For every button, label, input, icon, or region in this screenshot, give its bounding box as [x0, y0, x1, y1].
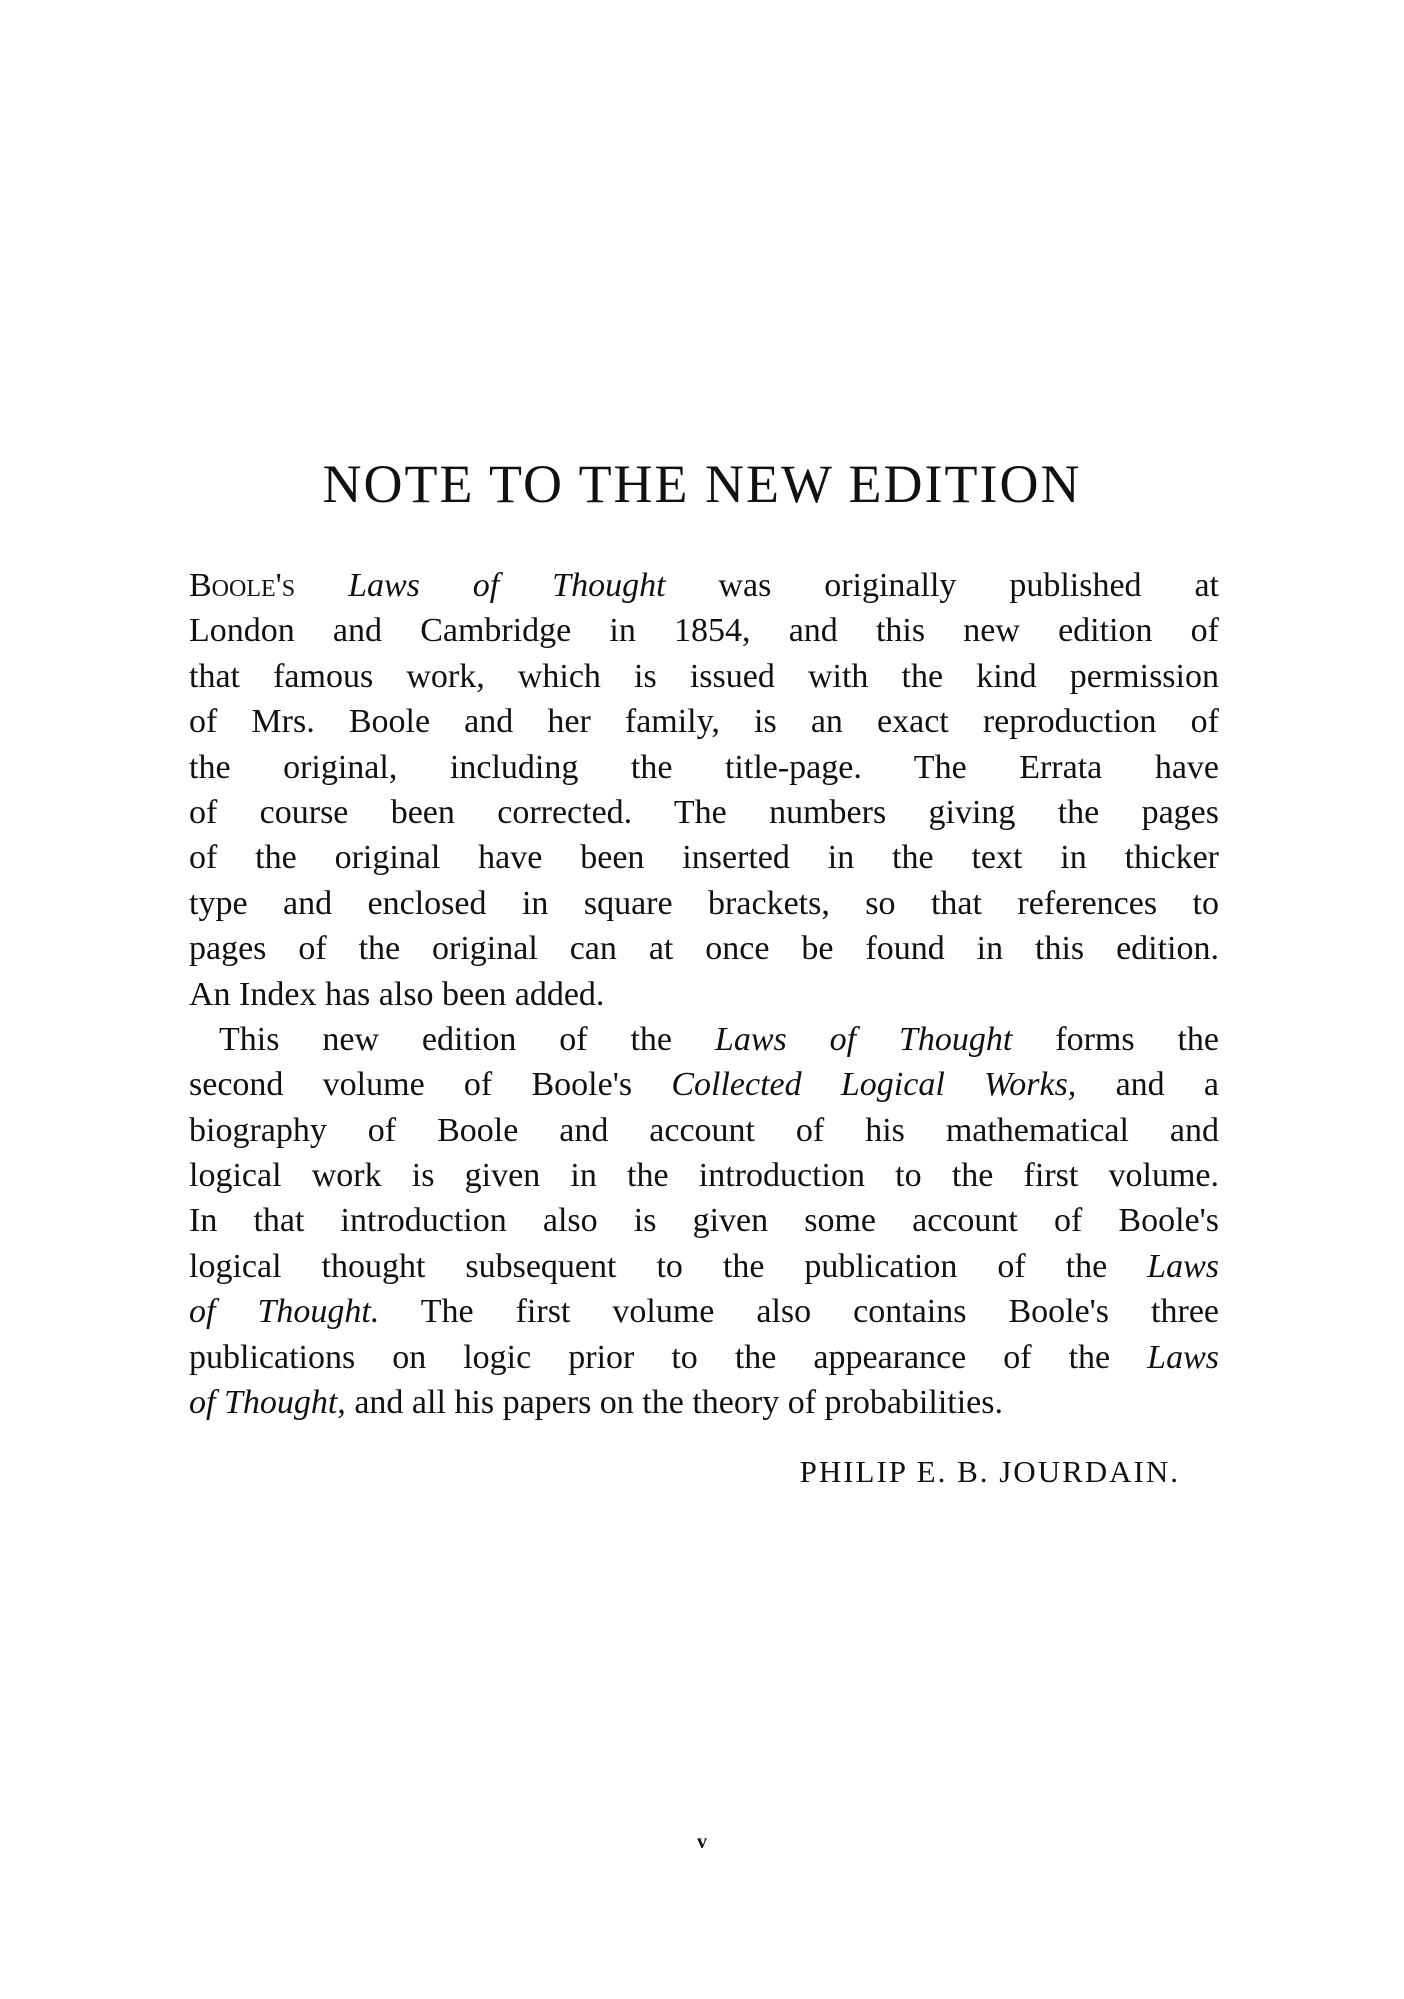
- text-run: second volume of Boole's: [189, 1066, 672, 1104]
- page-title: NOTE TO THE NEW EDITION: [322, 454, 1082, 514]
- text-run: and all his papers on the theory of probabilities.: [345, 1384, 1003, 1422]
- text-run: of Mrs. Boole and her family, is an exact reproduction of: [189, 703, 1219, 741]
- text-line: [189, 972, 1219, 1017]
- text-line: [189, 745, 1219, 790]
- text-run: logical work is given in the introduction to the first volume.: [189, 1157, 1219, 1195]
- text-run-italic: of Thought.: [189, 1293, 380, 1331]
- text-line: [189, 1335, 1219, 1380]
- text-run-italic: Laws: [1147, 1338, 1219, 1376]
- text-run-italic: Collected Logical Works,: [671, 1066, 1077, 1104]
- text-run-italic: Laws of Thought: [714, 1020, 1013, 1058]
- text-run: pages of the original can at once be found in this edition.: [189, 930, 1219, 968]
- page-number: v: [697, 1831, 707, 1853]
- text-run-italic: Laws: [1147, 1247, 1219, 1285]
- author-signature: PHILIP E. B. JOURDAIN.: [799, 1454, 1180, 1489]
- text-run: of the original have been inserted in the text in thicker: [189, 839, 1219, 877]
- text-line: [189, 654, 1219, 699]
- text-line: [189, 1198, 1219, 1243]
- text-run-italic: of Thought,: [189, 1384, 346, 1422]
- text-run: the original, including the title-page. The Errata have: [189, 748, 1219, 786]
- text-run: logical thought subsequent to the publication of the: [189, 1247, 1148, 1285]
- text-run-italic: Laws of Thought: [348, 567, 666, 604]
- text-run: and a: [1076, 1066, 1220, 1104]
- text-line: [189, 926, 1219, 971]
- text-run: An Index has also been added.: [189, 975, 605, 1013]
- text-line: [189, 1380, 1219, 1425]
- body-text: [189, 563, 1219, 1425]
- text-line: [189, 835, 1219, 880]
- text-line: [189, 1108, 1219, 1153]
- text-line: [189, 1153, 1219, 1198]
- text-run: This new edition of the: [219, 1020, 715, 1058]
- text-run: was originally published at: [665, 567, 1220, 604]
- text-run: of course been corrected. The numbers giving the pages: [189, 793, 1219, 831]
- text-run: London and Cambridge in 1854, and this new edition of: [189, 612, 1219, 650]
- text-run: Boole's: [189, 567, 296, 604]
- text-run: publications on logic prior to the appearance of the: [189, 1338, 1148, 1376]
- text-line: [189, 881, 1219, 926]
- text-run: [295, 567, 348, 604]
- text-line: [189, 790, 1219, 835]
- text-run: type and enclosed in square brackets, so that references to: [189, 884, 1219, 922]
- text-line: [189, 608, 1219, 653]
- text-line: [189, 1017, 1219, 1062]
- text-line: [189, 1062, 1219, 1107]
- text-line: [189, 1289, 1219, 1334]
- text-run: The first volume also contains Boole's three: [379, 1293, 1220, 1331]
- text-line: [189, 563, 1219, 608]
- text-run: forms the: [1012, 1020, 1220, 1058]
- text-run: that famous work, which is issued with the kind permission: [189, 657, 1219, 695]
- text-run: In that introduction also is given some account of Boole's: [189, 1202, 1219, 1240]
- text-line: [189, 699, 1219, 744]
- text-line: [189, 1244, 1219, 1289]
- text-run: biography of Boole and account of his mathematical and: [189, 1111, 1219, 1149]
